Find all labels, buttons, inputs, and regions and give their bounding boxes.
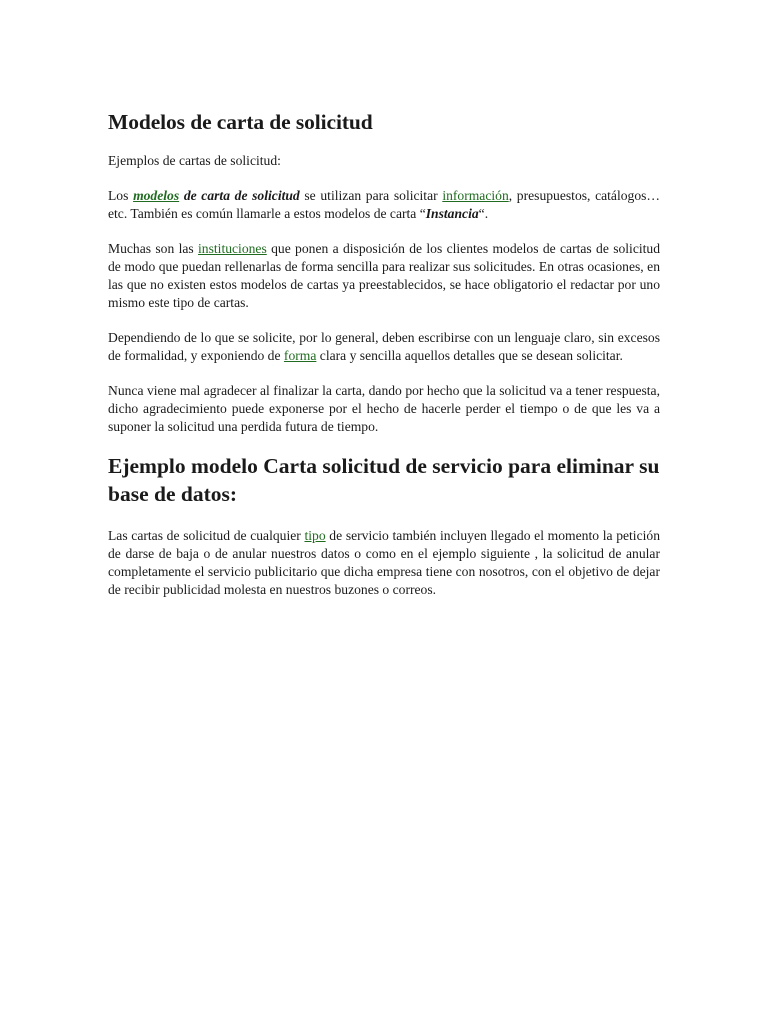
paragraph-forma <box>108 329 660 365</box>
link-informacion[interactable]: información <box>442 187 509 203</box>
intro-paragraph: Ejemplos de cartas de solicitud: <box>108 152 281 168</box>
bold-phrase: de carta de solicitud <box>183 187 300 203</box>
document-page <box>108 110 660 616</box>
text-segment: clara y sencilla aquellos detalles que se desean solicitar. <box>316 347 623 363</box>
text-segment: Las cartas de solicitud de cualquier <box>108 527 305 543</box>
text-segment: Muchas son las <box>108 240 199 256</box>
paragraph-agradecer: Nunca viene mal agradecer al finalizar la carta, dando por hecho que la solicitud va a tener respuesta, dicho agradecimiento puede exponerse por el hecho de hacerle perder el tiempo o de que les va a suponer la solicitud una perdida futura de tiempo. <box>108 382 660 434</box>
text-segment: Dependiendo de lo que se solicite, por lo general, deben escribirse con un lenguaje claro, sin excesos de formalidad, y exponiendo de <box>108 329 660 363</box>
link-modelos[interactable]: modelos <box>133 187 180 203</box>
bold-instancia: Instancia <box>425 205 479 221</box>
text-segment: de servicio también incluyen llegado el momento la petición de darse de baja o de anular nuestros datos o como en el ejemplo siguiente , la solicitud de anular completamente el servicio publicitario que dicha empresa tiene con nosotros, con el objetivo de dejar de recibir publicidad molesta en nuestros buzones o correos. <box>108 527 660 597</box>
page-title: Modelos de carta de solicitud <box>108 110 373 134</box>
text-segment: “. <box>478 205 489 221</box>
section-heading: Ejemplo modelo Carta solicitud de servicio para eliminar su base de datos: <box>108 453 660 506</box>
paragraph-tipo <box>108 527 660 599</box>
link-tipo[interactable]: tipo <box>304 527 326 543</box>
link-instituciones[interactable]: instituciones <box>198 240 267 256</box>
paragraph-modelos <box>108 187 660 223</box>
text-segment: que ponen a disposición de los clientes modelos de cartas de solicitud de modo que puedan rellenarlas de forma sencilla para realizar sus solicitudes. En otras ocasiones, en las que no existen estos modelos de cartas ya preestablecidos, se hace obligatorio el redactar por uno mismo este tipo de cartas. <box>108 240 661 310</box>
text-segment: se utilizan para solicitar <box>299 187 443 203</box>
text-segment: Los <box>108 187 134 203</box>
paragraph-instituciones <box>108 240 660 312</box>
link-forma[interactable]: forma <box>283 347 317 363</box>
text-segment: , presupuestos, catálogos… etc. También es común llamarle a estos modelos de carta “ <box>108 187 661 221</box>
